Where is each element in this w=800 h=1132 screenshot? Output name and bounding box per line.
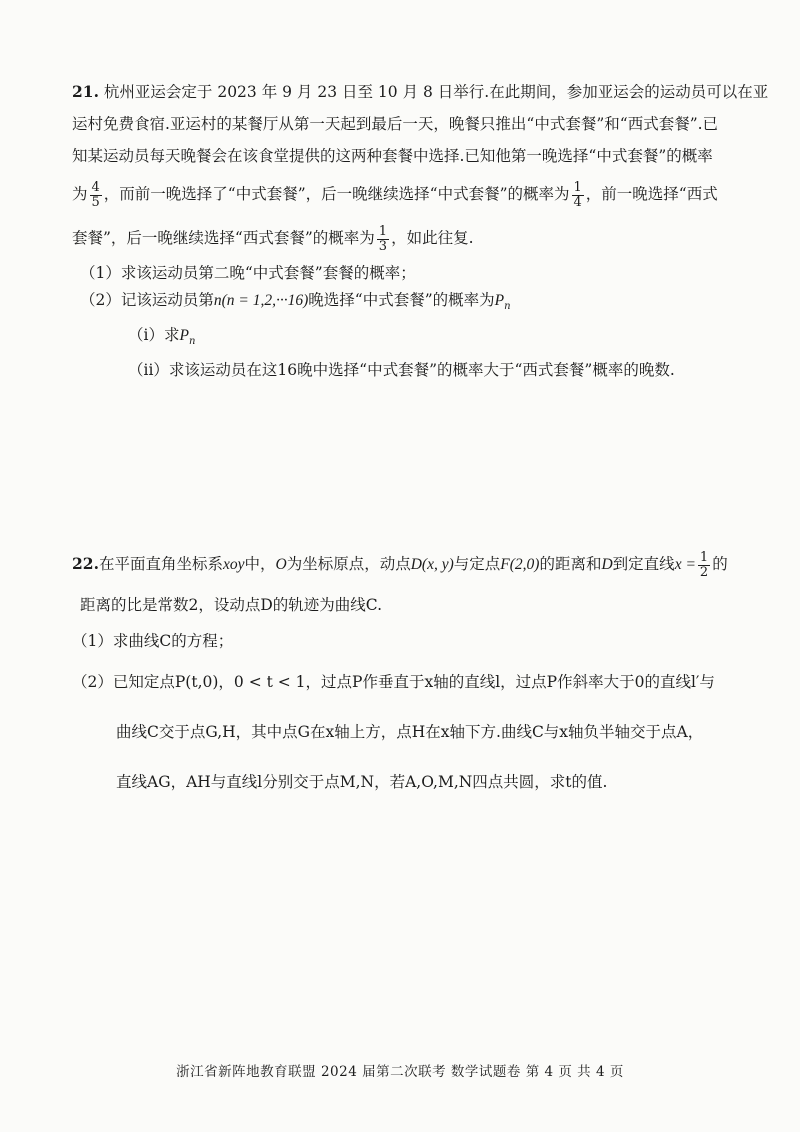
q21-part2: （2）记该运动员第n(n = 1,2,···16)晚选择“中式套餐”的概率为$P_n$ <box>80 291 511 313</box>
q21-text: ，前一晚选择“西式 <box>585 185 718 203</box>
q22-part2-line1: （2）已知定点P(t,0)，0 < t < 1，过点P作垂直于x轴的直线l，过点P作斜率大于0的直线l′与 <box>72 673 715 691</box>
q21-text: 套餐”，后一晚继续选择“西式套餐”的概率为 <box>72 229 375 247</box>
q22-line2: 距离的比是常数2，设动点D的轨迹为曲线C. <box>80 596 383 614</box>
fraction-1-3: $\frac{1}{3}$ <box>378 223 388 254</box>
q21-part2-i: （i）求$P_n$ <box>128 326 196 348</box>
question-21 <box>72 76 769 384</box>
q21-line2: 运村免费食宿.亚运村的某餐厅从第一天起到最后一天，晚餐只推出“中式套餐”和“西式套餐”.已 <box>72 115 719 133</box>
q21-part2-ii: （ii）求该运动员在这16晚中选择“中式套餐”的概率大于“西式套餐”概率的晚数. <box>128 361 675 380</box>
q21-part1: （1）求该运动员第二晚“中式套餐”套餐的概率； <box>80 264 416 282</box>
fraction-1-2: $\frac{1}{2}$ <box>699 549 709 580</box>
q21-text: ，如此往复. <box>391 229 474 247</box>
q22-part1: （1）求曲线C的方程； <box>72 632 234 650</box>
q21-line1: 杭州亚运会定于 2023 年 9 月 23 日至 10 月 8 日举行.在此期间，参加亚运会的运动员可以在亚 <box>103 83 769 101</box>
q21-line3: 知某运动员每天晚餐会在该食堂提供的这两种套餐中选择.已知他第一晚选择“中式套餐”的概率 <box>72 147 713 165</box>
question-number: 21. <box>72 82 99 101</box>
question-22: 22.在平面直角坐标系xoy中，O为坐标原点，动点D(x, y)与定点F(2,0)的距离和D到定直线x = $\frac{1}{2}$ 的 距离的比是常数2，设动点D的轨迹为曲线C. （1）求曲线C的方程； （2）已知定点P(t,0)，0 < t < 1，过点P作垂直于x轴的直线l，过点P作斜率大于0的直线l′与 曲线C交于点G,H，其中点G在x轴上方，点H在x轴下方.曲线C与x轴负半轴交于点A， 直线AG，AH与直线l分别交于点M,N，若A,O,M,N四点共圆，求t的值. <box>72 544 762 807</box>
q22-part2-line3: 直线AG，AH与直线l分别交于点M,N，若A,O,M,N四点共圆，求t的值. <box>116 773 608 791</box>
q21-text: ，而前一晚选择了“中式套餐”，后一晚继续选择“中式套餐”的概率为 <box>103 185 570 203</box>
q21-text: 为 <box>72 185 88 203</box>
question-number: 22. <box>72 554 99 573</box>
fraction-4-5: $\frac{4}{5}$ <box>91 179 100 210</box>
q22-part2-line2: 曲线C交于点G,H，其中点G在x轴上方，点H在x轴下方.曲线C与x轴负半轴交于点A， <box>116 723 704 741</box>
page-footer: 浙江省新阵地教育联盟 2024 届第二次联考 数学试题卷 第 4 页 共 4 页 <box>176 1064 624 1080</box>
fraction-1-4: $\frac{1}{4}$ <box>573 179 582 210</box>
